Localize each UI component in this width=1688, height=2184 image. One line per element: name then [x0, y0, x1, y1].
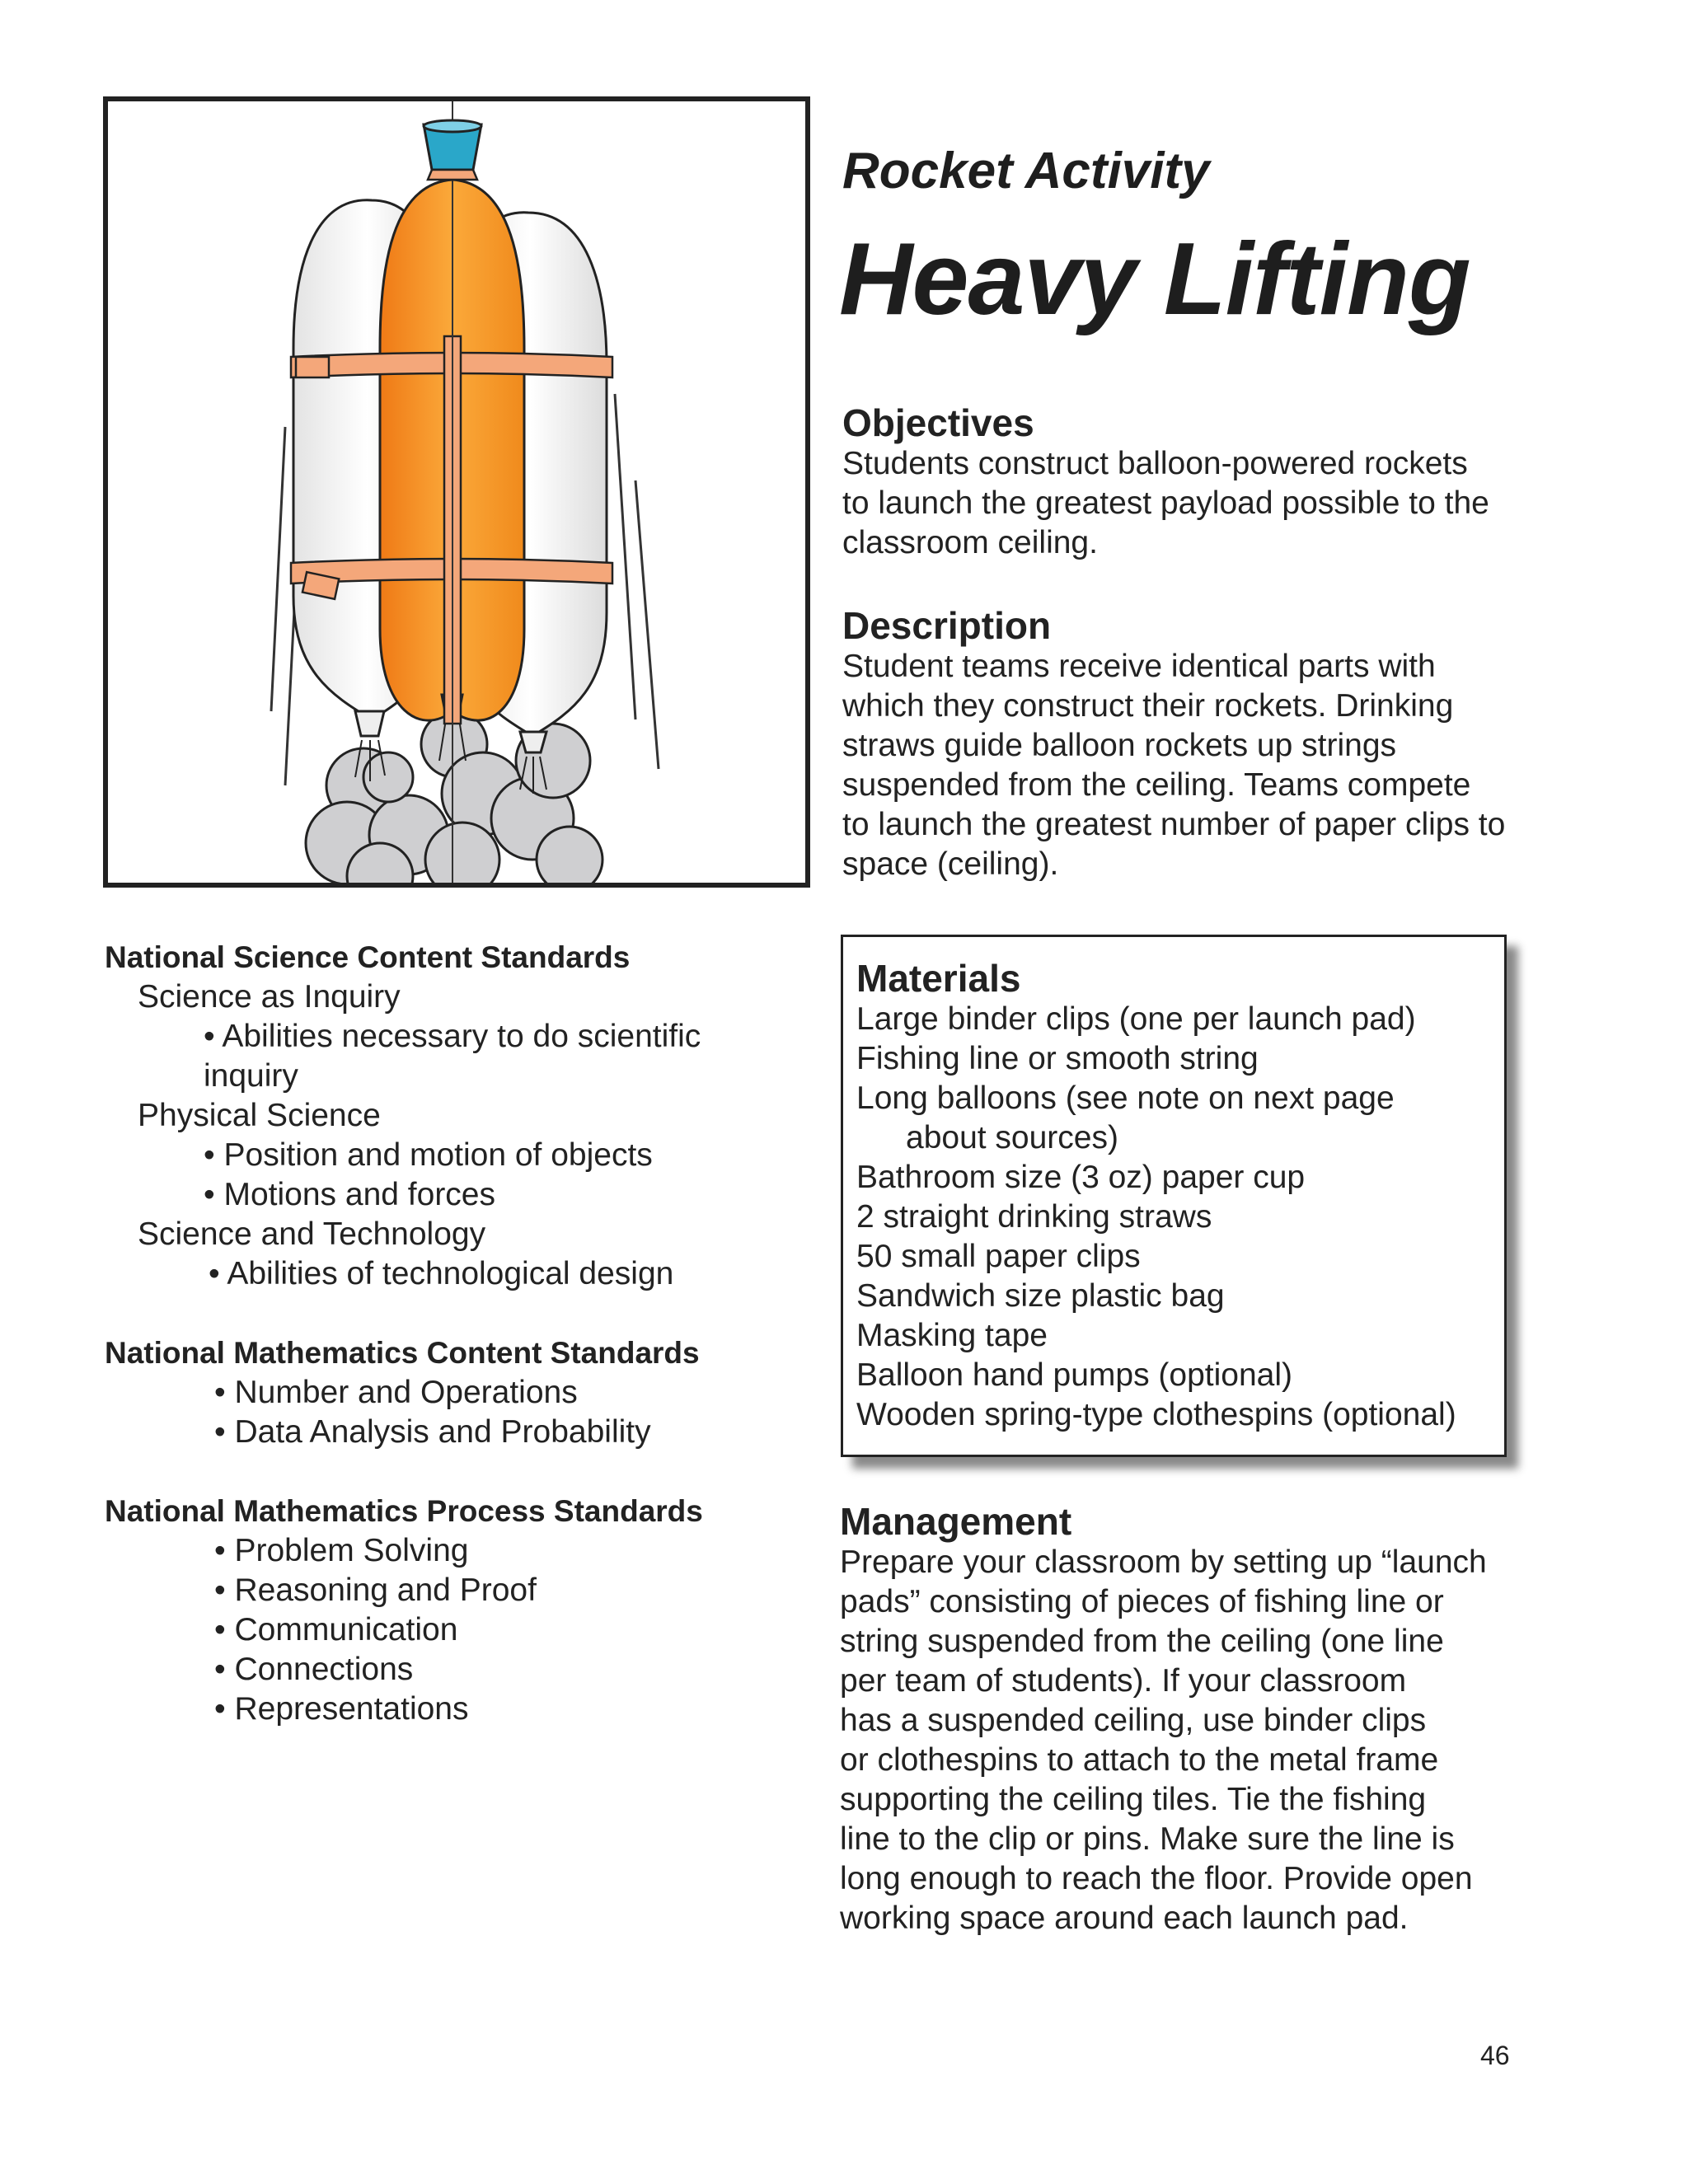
materials-item: Wooden spring-type clothespins (optional) [856, 1397, 1456, 1432]
balloon-rocket-drawing [108, 101, 805, 883]
management-text: Prepare your classroom by setting up “launch pads” consisting of pieces of fishing line or string suspended from the ceiling (one line per team of students). If your classroom has a suspended ceiling, use binder clips or clothespins to attach to the metal frame supporting the ceiling tiles. Tie the fishing line to the clip or pins. Make sure the line is long enough to reach the floor. Provide open working space around each launch pad. [840, 1544, 1487, 1936]
materials-item: Large binder clips (one per launch pad) [856, 1001, 1416, 1037]
materials-item: 50 small paper clips [856, 1239, 1141, 1274]
standards-item: • Problem Solving [214, 1533, 469, 1568]
exhaust-cloud [306, 711, 603, 883]
management-section [840, 1500, 1565, 1938]
standards-section [105, 938, 814, 1729]
page-number: 46 [1480, 2041, 1510, 2070]
materials-item: Long balloons (see note on next page [856, 1080, 1395, 1116]
standards-category: Science and Technology [138, 1216, 486, 1252]
standards-category: Science as Inquiry [138, 979, 401, 1015]
materials-item: Masking tape [856, 1318, 1048, 1353]
standards-item: • Position and motion of objects [204, 1137, 653, 1173]
description-heading: Description [842, 604, 1052, 647]
standards-item: • Representations [214, 1691, 469, 1727]
science-standards-heading: National Science Content Standards [105, 940, 631, 974]
standards-item: • Number and Operations [214, 1375, 578, 1410]
materials-heading: Materials [856, 957, 1021, 1000]
standards-item: • Motions and forces [204, 1177, 495, 1212]
standards-item-continued: inquiry [204, 1058, 298, 1094]
materials-item: Fishing line or smooth string [856, 1041, 1259, 1076]
standards-item: • Abilities necessary to do scientific [204, 1019, 701, 1054]
description-text: Student teams receive identical parts with which they construct their rockets. Drinking straws guide balloon rockets up strings suspended from the ceiling. Teams compete to launch the greatest number of paper clips to space (ceiling). [842, 649, 1506, 882]
materials-item: Sandwich size plastic bag [856, 1278, 1225, 1314]
standards-item: • Connections [214, 1652, 414, 1687]
standards-item: • Abilities of technological design [209, 1256, 674, 1291]
management-heading: Management [840, 1500, 1072, 1543]
activity-kicker: Rocket Activity [842, 143, 1210, 199]
materials-item: 2 straight drinking straws [856, 1199, 1212, 1235]
objectives-heading: Objectives [842, 401, 1034, 444]
standards-item: • Reasoning and Proof [214, 1572, 537, 1608]
standards-category: Physical Science [138, 1098, 381, 1133]
math-process-heading: National Mathematics Process Standards [105, 1494, 703, 1528]
materials-item: Bathroom size (3 oz) paper cup [856, 1160, 1306, 1195]
motion-line [271, 427, 285, 711]
standards-item: • Data Analysis and Probability [214, 1414, 651, 1450]
math-content-heading: National Mathematics Content Standards [105, 1336, 700, 1370]
objectives-section [842, 401, 1551, 563]
description-section [842, 604, 1568, 884]
materials-box [841, 935, 1507, 1457]
objectives-text: Students construct balloon-powered rockets to launch the greatest payload possible to the classroom ceiling. [842, 446, 1489, 560]
materials-item: Balloon hand pumps (optional) [856, 1357, 1293, 1393]
materials-item-continued: about sources) [906, 1120, 1118, 1155]
standards-item: • Communication [214, 1612, 458, 1647]
page-title: Heavy Lifting [839, 223, 1470, 336]
rocket-illustration [103, 96, 810, 888]
motion-line [635, 480, 659, 769]
motion-line [615, 394, 635, 719]
